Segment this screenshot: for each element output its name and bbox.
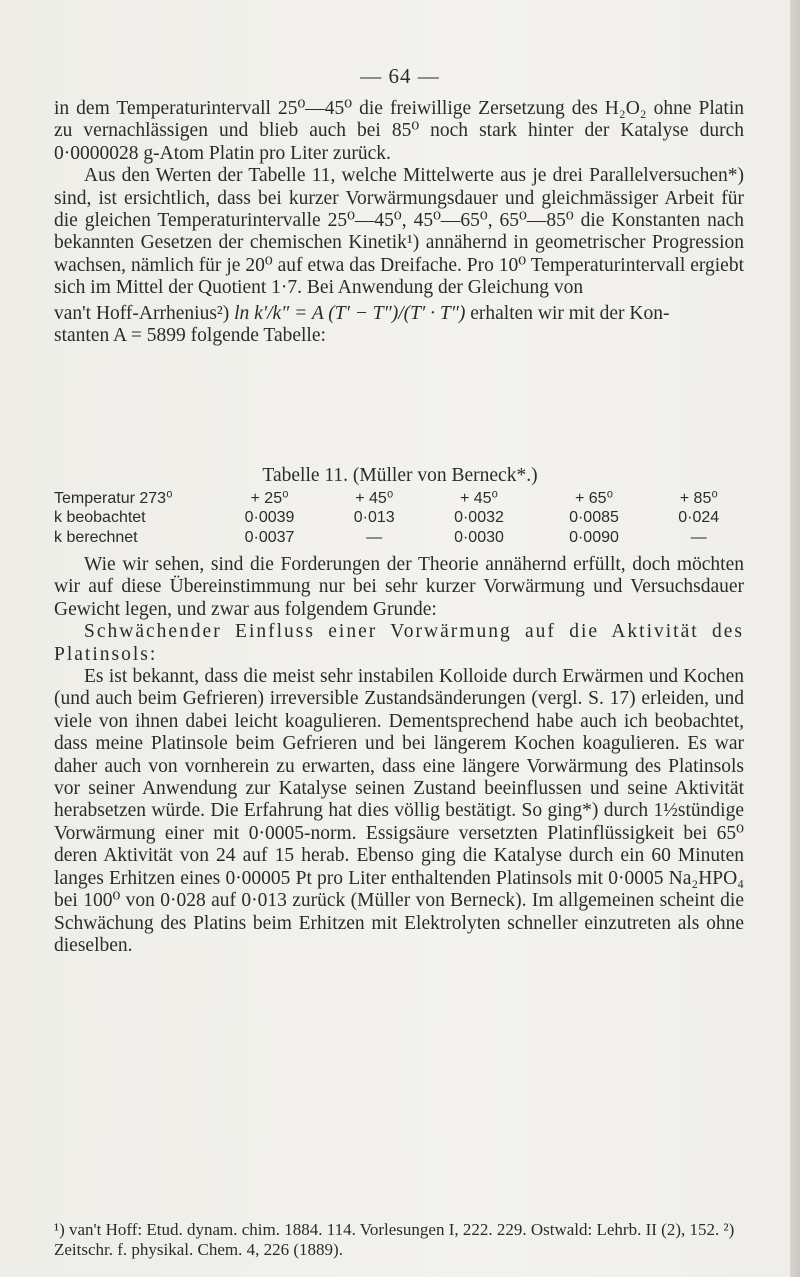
table-cell: 0·0085 — [569, 509, 619, 526]
footnote: ¹) van't Hoff: Etud. dynam. chim. 1884. 114. Vorlesungen I, 222. 229. Ostwald: Lehrb. II (2), 152. ²) Zeitschr. f. physikal. Chem. 4, 226 (1889). — [54, 1220, 735, 1259]
table-cell: + 65⁰ — [574, 490, 613, 507]
paragraph-4: Es ist bekannt, dass die meist sehr instabilen Kolloide durch Erwärmen und Kochen (und auch beim Gefrieren) irreversible Zustandsänderungen (vergl. S. 17) erleiden, und viele von ihnen dabei leicht koagulieren. Dementsprechend habe auch ich beobachtet, dass meine Platinsole beim Gefrieren und bei längerem Kochen koagulieren. Es war daher auch von vornherein zu erwarten, dass eine längere Vorwärmung des Platinsols vor seiner Anwendung zur Katalyse seinen Zustand beeinflussen und seine Aktivität herabsetzen würde. Die Erfahrung hat dies völlig bestätigt. So ging*) durch 1½stündige Vorwärmung einer mit 0·0005-norm. Essigsäure versetzten Platinflüssigkeit bei 65⁰ deren Aktivität von 24 auf 15 herab. Ebenso ging die Katalyse durch ein 60 Minuten langes Erhitzen eines 0·00005 Pt pro Liter enthaltenden Platinsols mit 0·0005 Na₂HPO₄ bei 100⁰ von 0·028 auf 0·013 zurück (Müller von Berneck). Im allgemeinen scheint die Schwächung des Platins beim Erhitzen mit Elektrolyten schneller einzutreten als ohne dieselben. — [54, 666, 744, 956]
table-row — [54, 508, 746, 528]
paragraph-3: Wie wir sehen, sind die Forderungen der Theorie annähernd erfüllt, doch möchten wir auf diese Übereinstimmung nur bei sehr kurzer Vorwärmung und Versuchsdauer Gewicht legen, und zwar aus folgendem Grunde: — [54, 554, 744, 620]
footnotes — [54, 1220, 744, 1259]
page-edge — [790, 0, 800, 1277]
table-caption: Tabelle 11. (Müller von Berneck*.) — [262, 465, 538, 486]
formula-prefix: van't Hoff-Arrhenius²) — [54, 302, 230, 324]
arrhenius-formula: ln k′/k″ = A (T′ − T″)/(T′ · T″) — [234, 302, 466, 324]
table-cell: 0·0037 — [244, 529, 295, 546]
table-cell: — — [690, 529, 707, 546]
formula-line — [54, 303, 744, 325]
table-cell: 0·013 — [353, 509, 395, 526]
table-row — [54, 488, 746, 508]
table-row — [54, 528, 746, 548]
data-table — [54, 488, 746, 548]
body-text-bottom — [54, 554, 744, 957]
row-label: k berechnet — [54, 529, 138, 546]
paragraph-2: Aus den Werten der Tabelle 11, welche Mittelwerte aus je drei Parallelversuchen*) sind, ist ersichtlich, dass bei kurzer Vorwärmungsdauer und gleichmässiger Arbeit für die gleichen Temperaturintervalle 25⁰—45⁰, 45⁰—65⁰, 65⁰—85⁰ die Konstanten nach bekannten Gesetzen der chemischen Kinetik¹) annähernd in geometrischer Progression wachsen, nämlich für je 20⁰ auf etwa das Dreifache. Pro 10⁰ Temperaturintervall ergiebt sich im Mittel der Quotient 1·7. Bei Anwendung der Gleichung von — [54, 165, 744, 299]
row-label: k beobachtet — [54, 509, 146, 526]
constant-line: stanten A = 5899 folgende Tabelle: — [54, 325, 326, 347]
table-cell: + 45⁰ — [459, 490, 498, 507]
section-heading: Schwächender Einfluss einer Vorwärmung auf die Aktivität des Platinsols: — [54, 621, 744, 665]
table-cell: + 45⁰ — [355, 490, 394, 507]
table-cell: 0·0032 — [454, 509, 504, 526]
table-cell: + 85⁰ — [679, 490, 718, 507]
page-number: — 64 — — [360, 64, 440, 88]
table-cell: 0·024 — [678, 509, 720, 526]
table-cell: 0·0030 — [454, 529, 504, 546]
row-label: Temperatur 273⁰ — [54, 490, 173, 507]
table-cell: 0·0039 — [244, 509, 295, 526]
paragraph-1: in dem Temperaturintervall 25⁰—45⁰ die freiwillige Zersetzung des H₂O₂ ohne Platin zu vernachlässigen und blieb auch bei 85⁰ noch stark hinter der Katalyse durch 0·0000028 g-Atom Platin pro Liter zurück. — [54, 98, 744, 164]
table-cell: 0·0090 — [569, 529, 619, 546]
table-cell: — — [366, 529, 383, 546]
formula-suffix: erhalten wir mit der Kon- — [470, 302, 670, 324]
table-cell: + 25⁰ — [250, 490, 289, 507]
body-text-top — [54, 98, 744, 347]
